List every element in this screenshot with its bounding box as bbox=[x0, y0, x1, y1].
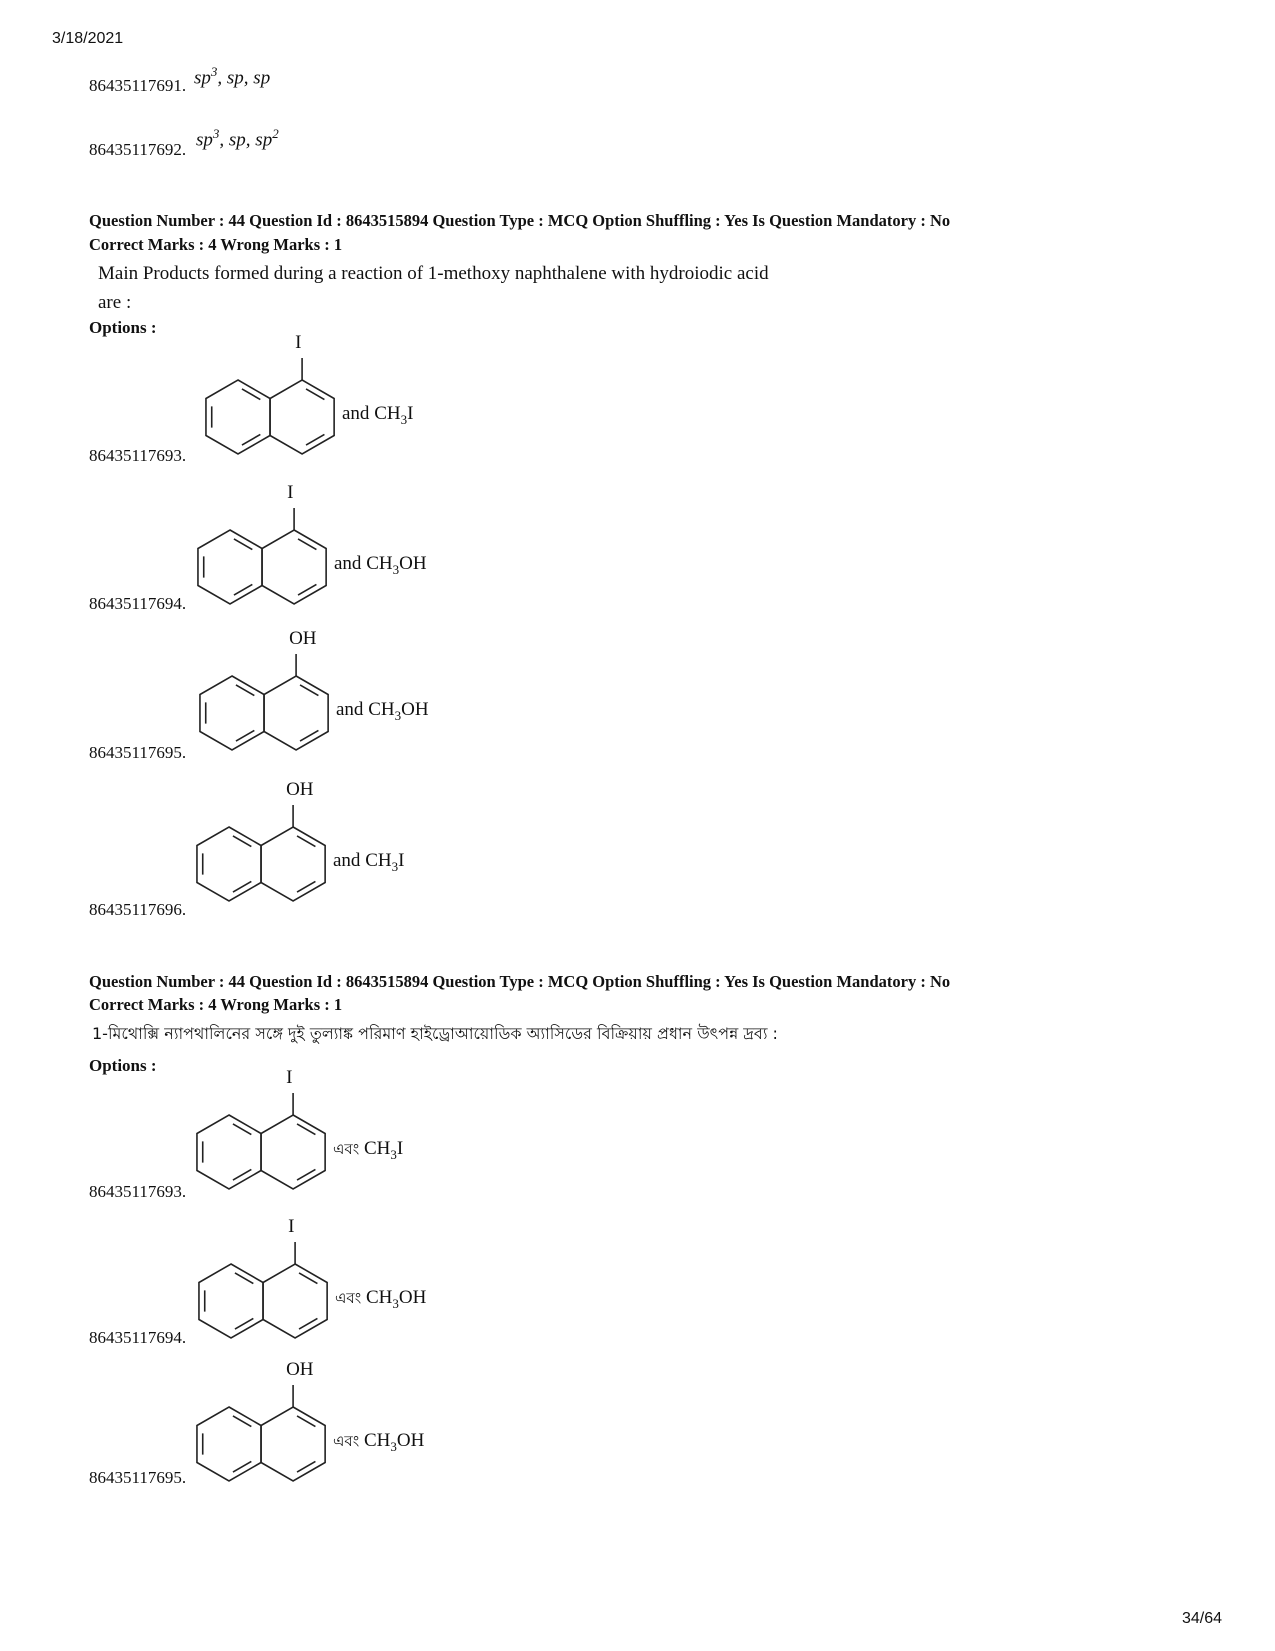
formula-part: CH bbox=[368, 699, 395, 720]
option-id: 86435117694. bbox=[89, 1328, 187, 1347]
option-id: 86435117693. bbox=[89, 446, 187, 465]
option-id: 86435117695. bbox=[89, 743, 187, 762]
conjunction-text: and bbox=[336, 699, 364, 720]
formula-part: CH bbox=[363, 1138, 391, 1159]
formula-part: CH bbox=[374, 403, 401, 424]
options-label: Options : bbox=[89, 318, 157, 337]
question-marks: Correct Marks : 4 Wrong Marks : 1 bbox=[89, 235, 343, 254]
substituent-label: OH bbox=[286, 779, 314, 800]
formula-subscript: 3 bbox=[392, 1295, 399, 1311]
formula-subscript: 3 bbox=[394, 707, 402, 723]
conjunction-text: and bbox=[342, 403, 370, 424]
product-label bbox=[333, 850, 404, 875]
conjunction-text: এবং bbox=[333, 1432, 360, 1450]
page-number: 34/64 bbox=[1182, 1610, 1223, 1627]
formula-part: I bbox=[396, 1138, 404, 1159]
naphthalene-structure-diagram bbox=[200, 345, 350, 460]
option-id: 86435117696. bbox=[89, 900, 187, 919]
product-label bbox=[342, 403, 413, 428]
substituent-label: I bbox=[286, 1067, 293, 1088]
question-text: 1-মিথোক্সি ন্যাপথালিনের সঙ্গে দুই তুল্যাঙ্ক পরিমাণ হাইড্রোআয়োডিক অ্যাসিডের বিক্রিয়ায় প্রধান উৎপন্ন দ্রব্য : bbox=[92, 1024, 778, 1043]
formula-part: CH bbox=[363, 1430, 391, 1451]
option-hybridization-text: $sp^3$, sp, sp bbox=[194, 64, 271, 89]
print-date: 3/18/2021 bbox=[52, 30, 124, 47]
option-hybridization-text: $sp^3$, sp, $sp^2$ bbox=[196, 126, 279, 151]
option-id: 86435117695. bbox=[89, 1468, 187, 1487]
formula-part: OH bbox=[399, 553, 427, 574]
formula-part: OH bbox=[401, 699, 429, 720]
formula-part: CH bbox=[366, 553, 393, 574]
product-label bbox=[334, 553, 427, 578]
substituent-label: OH bbox=[286, 1359, 314, 1380]
formula-part: CH bbox=[365, 1287, 393, 1308]
question-header: Question Number : 44 Question Id : 8643515894 Question Type : MCQ Option Shuffling : Yes Is Question Mandatory : No bbox=[89, 211, 951, 230]
naphthalene-structure-diagram bbox=[193, 1229, 343, 1344]
formula-part: I bbox=[398, 850, 405, 871]
product-label bbox=[336, 699, 429, 724]
product-label bbox=[333, 1138, 403, 1163]
option-id: 86435117692. bbox=[89, 140, 187, 159]
formula-part: OH bbox=[398, 1287, 427, 1308]
formula-subscript: 3 bbox=[390, 1438, 397, 1454]
option-id: 86435117694. bbox=[89, 594, 187, 613]
product-label bbox=[335, 1287, 426, 1312]
formula-subscript: 3 bbox=[400, 411, 408, 427]
formula-part: I bbox=[407, 403, 414, 424]
conjunction-text: and bbox=[333, 850, 361, 871]
question-text: Main Products formed during a reaction of 1-methoxy naphthalene with hydroiodic acid bbox=[98, 263, 769, 284]
naphthalene-structure-diagram bbox=[191, 1080, 341, 1195]
substituent-label: I bbox=[287, 482, 294, 503]
substituent-label: I bbox=[288, 1216, 295, 1237]
product-label bbox=[333, 1430, 424, 1455]
options-label: Options : bbox=[89, 1056, 157, 1075]
option-id: 86435117693. bbox=[89, 1182, 187, 1201]
conjunction-text: এবং bbox=[335, 1289, 362, 1307]
substituent-label: I bbox=[295, 332, 302, 353]
formula-subscript: 3 bbox=[390, 1146, 397, 1162]
substituent-label: OH bbox=[289, 628, 317, 649]
naphthalene-structure-diagram bbox=[192, 495, 342, 610]
formula-part: OH bbox=[396, 1430, 425, 1451]
naphthalene-structure-diagram bbox=[194, 641, 344, 756]
formula-subscript: 3 bbox=[391, 858, 399, 874]
question-marks: Correct Marks : 4 Wrong Marks : 1 bbox=[89, 995, 343, 1014]
formula-part: CH bbox=[365, 850, 392, 871]
question-header: Question Number : 44 Question Id : 8643515894 Question Type : MCQ Option Shuffling : Yes Is Question Mandatory : No bbox=[89, 972, 951, 991]
conjunction-text: and bbox=[334, 553, 362, 574]
naphthalene-structure-diagram bbox=[191, 792, 341, 907]
naphthalene-structure-diagram bbox=[191, 1372, 341, 1487]
formula-subscript: 3 bbox=[392, 561, 400, 577]
option-id: 86435117691. bbox=[89, 76, 187, 95]
conjunction-text: এবং bbox=[333, 1140, 360, 1158]
question-text-continued: are : bbox=[98, 292, 132, 313]
